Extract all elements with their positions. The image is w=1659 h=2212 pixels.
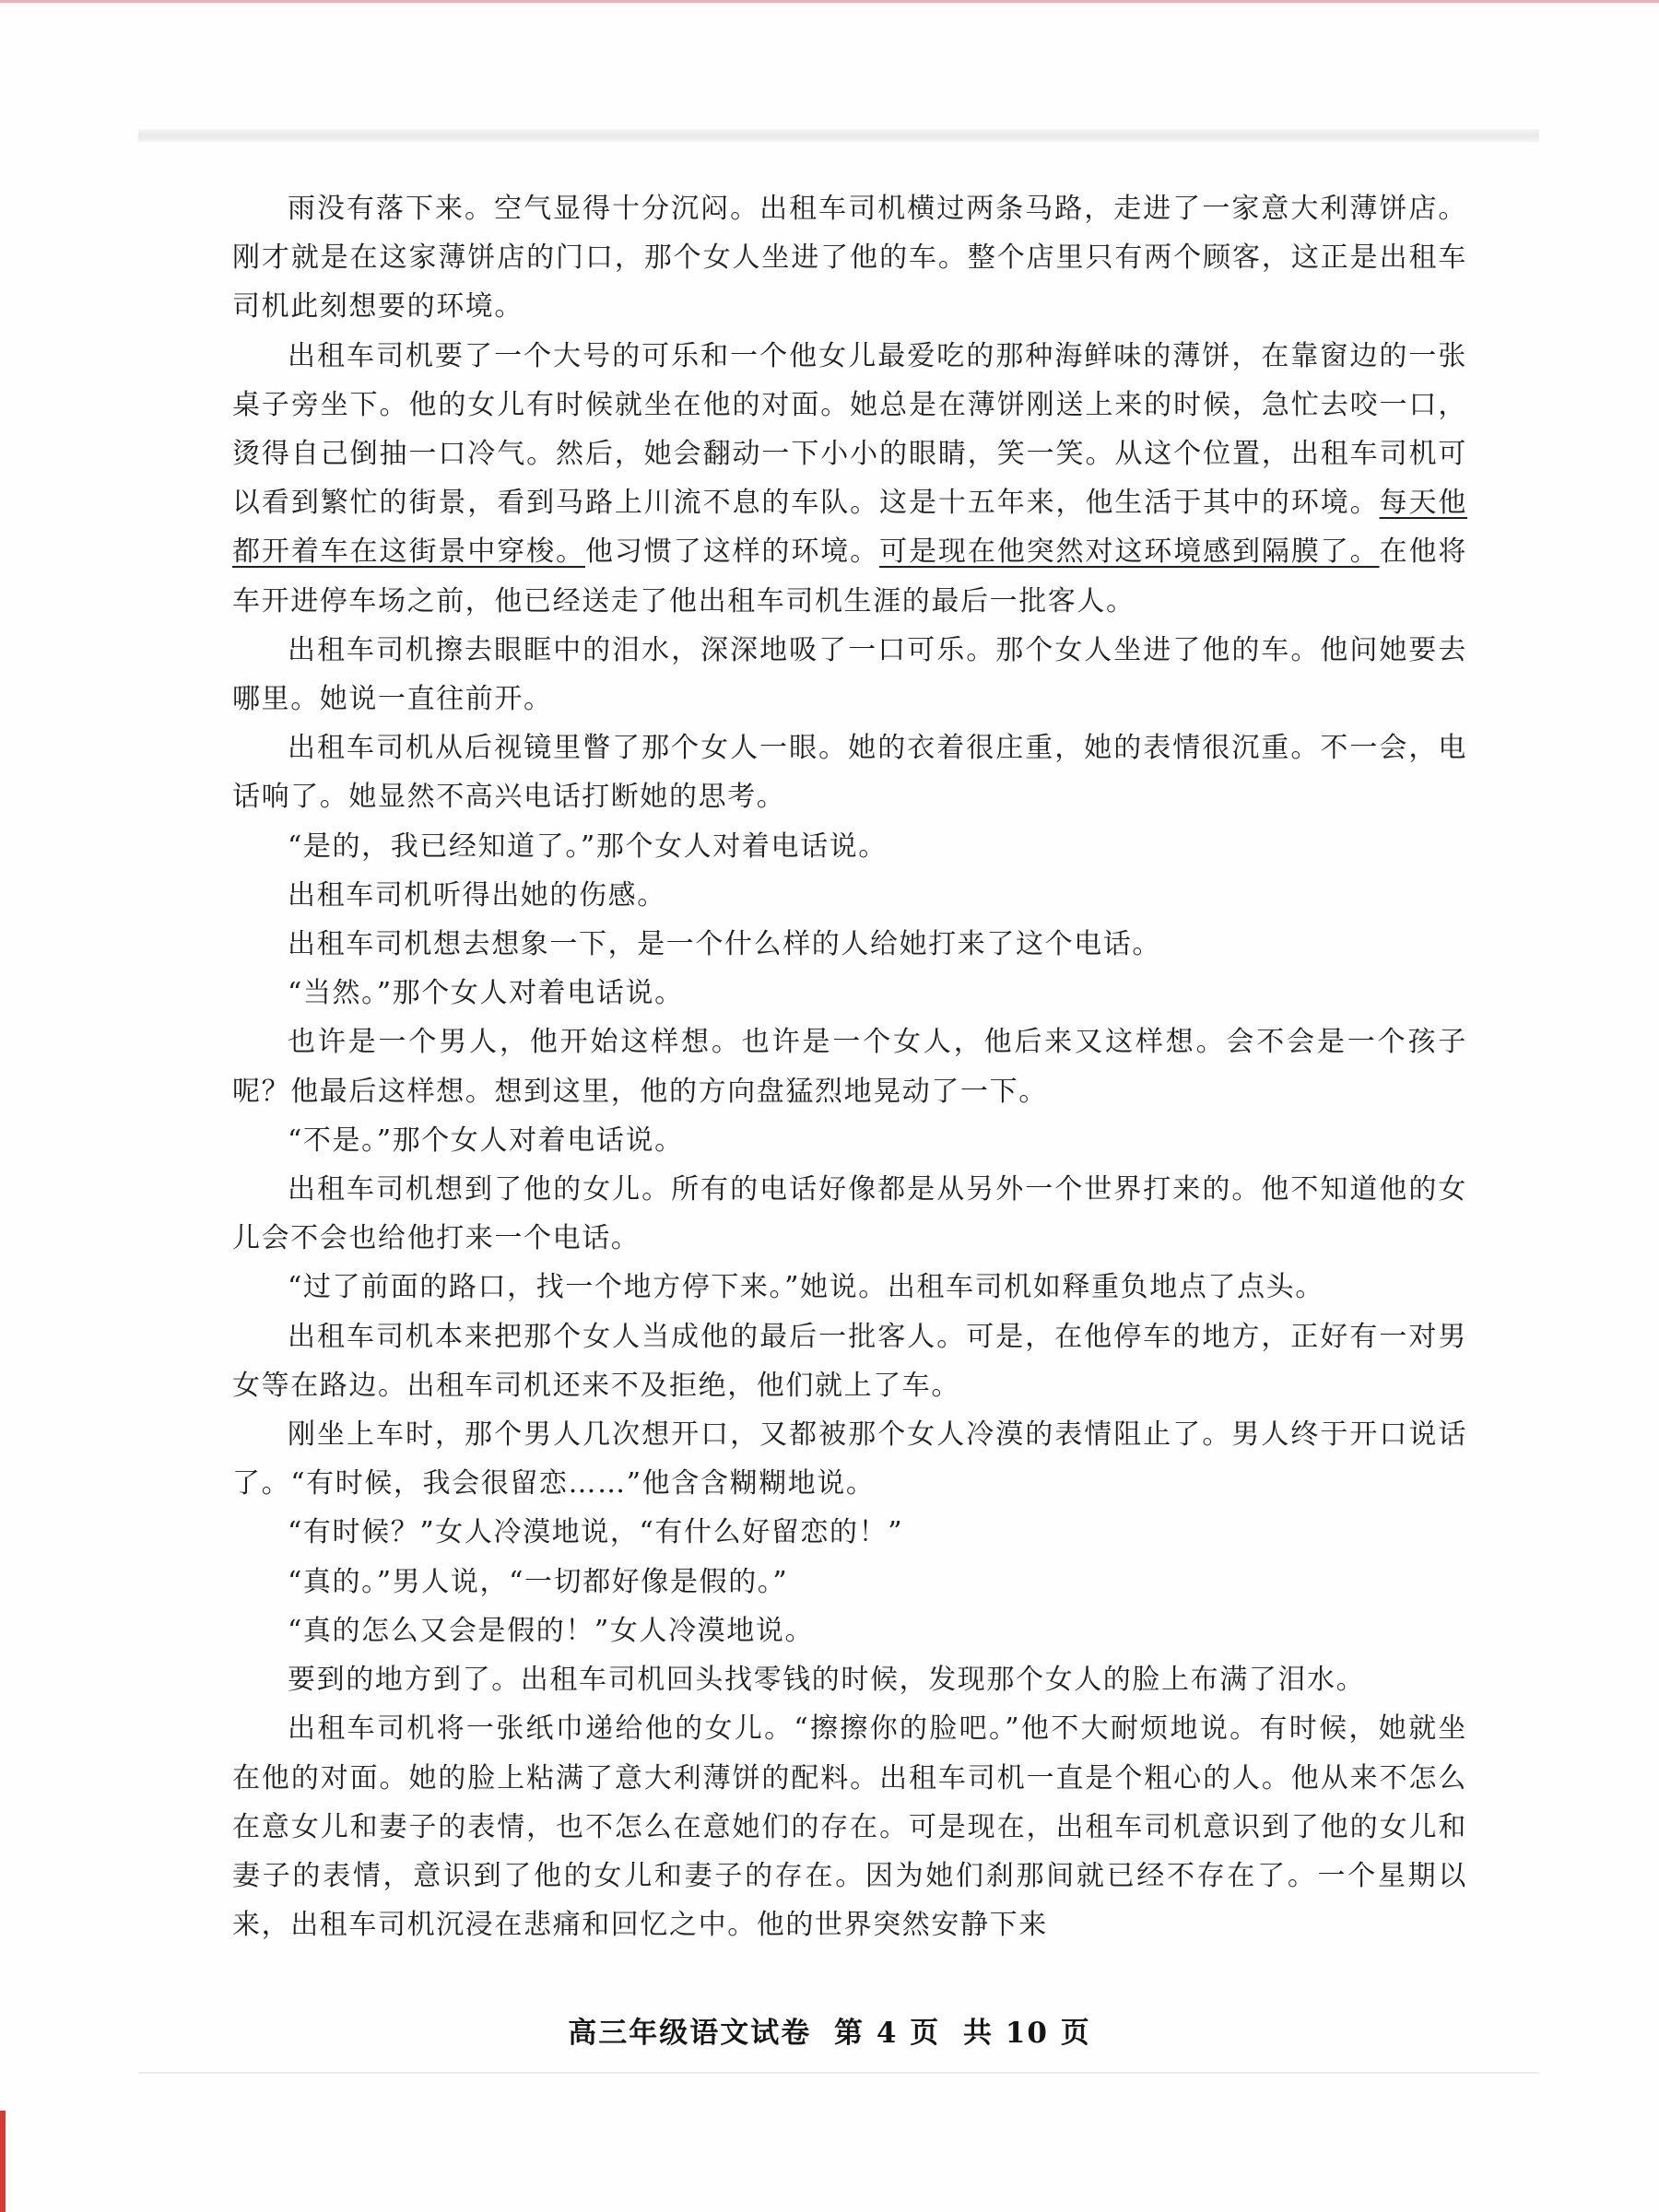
scan-edge-top: [0, 0, 1659, 3]
header-rule: [138, 129, 1539, 142]
paragraph-2-text-b: 他习惯了这样的环境。: [584, 535, 880, 569]
paragraph-5: “是的，我已经知道了。”那个女人对着电话说。: [288, 830, 888, 863]
paragraph-2: [232, 332, 1467, 626]
paragraph-6: 出租车司机听得出她的伤感。: [288, 878, 666, 912]
paragraph-12: “过了前面的路口，找一个地方停下来。”她说。出租车司机如释重负地点了点头。: [288, 1271, 1324, 1304]
paragraph-10: “不是。”那个女人对着电话说。: [288, 1124, 684, 1157]
paragraph-1: 雨没有落下来。空气显得十分沉闷。出租车司机横过两条马路，走进了一家意大利薄饼店。刚才就是在这家薄饼店的门口，那个女人坐进了他的车。整个店里只有两个顾客，这正是出租车司机此刻想要的环境。: [232, 193, 1467, 324]
paragraph-3: 出租车司机擦去眼眶中的泪水，深深地吸了一口可乐。那个女人坐进了他的车。他问她要去哪里。她说一直往前开。: [232, 633, 1467, 716]
paragraph-18: 要到的地方到了。出租车司机回头找零钱的时候，发现那个女人的脸上布满了泪水。: [288, 1664, 1366, 1697]
paragraph-15: “有时候？”女人冷漠地说，“有什么好留恋的！”: [288, 1516, 904, 1549]
paragraph-7: 出租车司机想去想象一下，是一个什么样的人给她打来了这个电话。: [288, 928, 1161, 961]
paragraph-11: 出租车司机想到了他的女儿。所有的电话好像都是从另外一个世界打来的。他不知道他的女儿会不会也给他打来一个电话。: [232, 1173, 1467, 1255]
paragraph-9: 也许是一个男人，他开始这样想。也许是一个女人，他后来又这样想。会不会是一个孩子呢？他最后这样想。想到这里，他的方向盘猛烈地晃动了一下。: [232, 1026, 1467, 1108]
reading-passage: [232, 184, 1467, 1949]
underlined-sentence-2: 可是现在他突然对这环境感到隔膜了。: [879, 535, 1380, 569]
paragraph-19: 出租车司机将一张纸巾递给他的女儿。“擦擦你的脸吧。”他不大耐烦地说。有时候，她就坐在他的对面。她的脸上粘满了意大利薄饼的配料。出租车司机一直是个粗心的人。他从来不怎么在意女儿和妻子的表情，也不怎么在意她们的存在。可是现在，出租车司机意识到了他的女儿和妻子的表情，意识到了他的女儿和妻子的存在。因为她们刹那间就已经不存在了。一个星期以来，出租车司机沉浸在悲痛和回忆之中。他的世界突然安静下来: [232, 1712, 1467, 1942]
paragraph-4: 出租车司机从后视镜里瞥了那个女人一眼。她的衣着很庄重，她的表情很沉重。不一会，电话响了。她显然不高兴电话打断她的思考。: [232, 732, 1467, 814]
page-footer: [0, 2009, 1659, 2051]
page-total: 共 10 页: [963, 2017, 1091, 2050]
paragraph-2-text-a: 出租车司机要了一个大号的可乐和一个他女儿最爱吃的那种海鲜味的薄饼，在靠窗边的一张桌子旁坐下。他的女儿有时候就坐在他的对面。她总是在薄饼刚送上来的时候，急忙去咬一口，烫得自己倒抽一口冷气。然后，她会翻动一下小小的眼睛，笑一笑。从这个位置，出租车司机可以看到繁忙的街景，看到马路上川流不息的车队。这是十五年来，他生活于其中的环境。: [232, 339, 1467, 520]
page-number: 第 4 页: [834, 2017, 941, 2050]
paragraph-8: “当然。”那个女人对着电话说。: [288, 977, 684, 1010]
paragraph-13: 出租车司机本来把那个女人当成他的最后一批客人。可是，在他停车的地方，正好有一对男女等在路边。出租车司机还来不及拒绝，他们就上了车。: [232, 1320, 1467, 1402]
footer-rule: [138, 2072, 1539, 2074]
underlined-sentence-1: 每天他都开着车在这街景中穿梭。: [232, 487, 1467, 569]
paragraph-2-text-c: 在他将车开进停车场之前，他已经送走了他出租车司机生涯的最后一批客人。: [232, 535, 1468, 618]
scan-edge-mark: [0, 2111, 6, 2212]
exam-title: 高三年级语文试卷: [568, 2017, 812, 2050]
paragraph-16: “真的。”男人说，“一切都好像是假的。”: [288, 1565, 789, 1598]
paragraph-17: “真的怎么又会是假的！”女人冷漠地说。: [288, 1614, 815, 1647]
paragraph-14: 刚坐上车时，那个男人几次想开口，又都被那个女人冷漠的表情阻止了。男人终于开口说话了。“有时候，我会很留恋……”他含含糊糊地说。: [232, 1418, 1467, 1500]
